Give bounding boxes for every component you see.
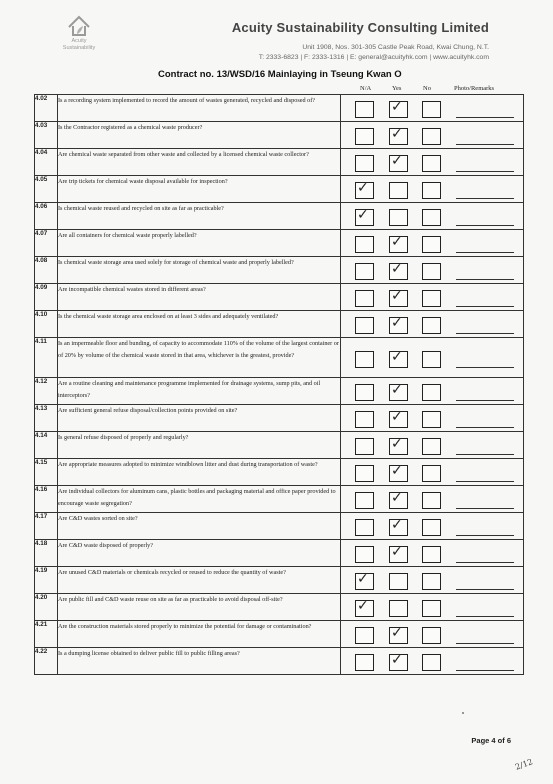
checkmark-icon: ✓ xyxy=(391,234,403,250)
checkbox-n-a[interactable] xyxy=(355,209,374,226)
item-number: 4.03 xyxy=(35,122,58,149)
checkbox-n-a[interactable] xyxy=(355,492,374,509)
checkmark-icon: ✓ xyxy=(391,436,403,452)
checkmark-icon: ✓ xyxy=(391,409,403,425)
remarks-line[interactable] xyxy=(456,144,514,145)
item-number: 4.02 xyxy=(35,95,58,122)
item-question: Is the Contractor registered as a chemical waste producer? xyxy=(58,122,341,149)
table-row xyxy=(35,540,524,567)
item-question: Are trip tickets for chemical waste disposal available for inspection? xyxy=(58,176,341,203)
item-number: 4.10 xyxy=(35,311,58,338)
handwritten-note: 2/12 xyxy=(514,757,534,772)
checkbox-n-a[interactable] xyxy=(355,290,374,307)
checkbox-yes[interactable] xyxy=(389,101,408,118)
remarks-line[interactable] xyxy=(456,562,514,563)
table-row xyxy=(35,95,524,122)
checkbox-n-a[interactable] xyxy=(355,128,374,145)
checkmark-icon: ✓ xyxy=(391,652,403,668)
item-question: Are sufficient general refuse disposal/collection points provided on site? xyxy=(58,405,341,432)
page-number: Page 4 of 6 xyxy=(471,736,511,745)
remarks-line[interactable] xyxy=(456,198,514,199)
checkbox-n-a[interactable] xyxy=(355,573,374,590)
item-number: 4.20 xyxy=(35,594,58,621)
checkbox-yes[interactable] xyxy=(389,384,408,401)
col-header-no: No xyxy=(423,85,431,92)
checkmark-icon: ✓ xyxy=(357,180,369,196)
item-question: Is chemical waste reused and recycled on site as far as practicable? xyxy=(58,203,341,230)
checkbox-yes[interactable] xyxy=(389,627,408,644)
checkbox-no[interactable] xyxy=(422,654,441,671)
remarks-line[interactable] xyxy=(456,616,514,617)
item-number: 4.15 xyxy=(35,459,58,486)
item-question: Is the chemical waste storage area enclosed on at least 3 sides and adequately ventilated? xyxy=(58,311,341,338)
answer-cell xyxy=(341,378,524,405)
checkbox-no[interactable] xyxy=(422,155,441,172)
checkbox-no[interactable] xyxy=(422,384,441,401)
checkmark-icon: ✓ xyxy=(391,517,403,533)
checkbox-n-a[interactable] xyxy=(355,411,374,428)
checkbox-n-a[interactable] xyxy=(355,236,374,253)
answer-cell xyxy=(341,486,524,513)
checkbox-n-a[interactable] xyxy=(355,317,374,334)
checkbox-no[interactable] xyxy=(422,182,441,199)
item-number: 4.11 xyxy=(35,338,58,378)
checkbox-yes[interactable] xyxy=(389,290,408,307)
checkbox-n-a[interactable] xyxy=(355,182,374,199)
table-row xyxy=(35,149,524,176)
table-row xyxy=(35,648,524,675)
item-number: 4.06 xyxy=(35,203,58,230)
checkbox-n-a[interactable] xyxy=(355,600,374,617)
checkmark-icon: ✓ xyxy=(357,571,369,587)
item-question: Is chemical waste storage area used solely for storage of chemical waste and properly labelled? xyxy=(58,257,341,284)
checkbox-no[interactable] xyxy=(422,546,441,563)
remarks-line[interactable] xyxy=(456,670,514,671)
answer-cell xyxy=(341,122,524,149)
answer-cell xyxy=(341,594,524,621)
checkbox-no[interactable] xyxy=(422,573,441,590)
item-number: 4.16 xyxy=(35,486,58,513)
remarks-line[interactable] xyxy=(456,535,514,536)
checkmark-icon: ✓ xyxy=(357,207,369,223)
checkbox-yes[interactable] xyxy=(389,209,408,226)
answer-cell xyxy=(341,203,524,230)
remarks-line[interactable] xyxy=(456,367,514,368)
checkmark-icon: ✓ xyxy=(391,544,403,560)
col-header-na: N/A xyxy=(360,85,372,92)
table-row xyxy=(35,405,524,432)
answer-cell xyxy=(341,567,524,594)
checkbox-n-a[interactable] xyxy=(355,351,374,368)
remarks-line[interactable] xyxy=(456,252,514,253)
company-address xyxy=(259,43,489,63)
checkbox-no[interactable] xyxy=(422,627,441,644)
table-row xyxy=(35,203,524,230)
item-question: Are appropriate measures adopted to minimize windblown litter and dust during transportation of waste? xyxy=(58,459,341,486)
checkbox-no[interactable] xyxy=(422,519,441,536)
checkbox-yes[interactable] xyxy=(389,492,408,509)
checklist-table xyxy=(34,94,524,675)
answer-cell xyxy=(341,513,524,540)
item-number: 4.13 xyxy=(35,405,58,432)
item-question: Is a recording system implemented to record the amount of wastes generated, recycled and disposed of? xyxy=(58,95,341,122)
item-question: Are individual collectors for aluminum cans, plastic bottles and packaging material and office paper provided to encourage waste segregation? xyxy=(58,486,341,513)
address-line: Unit 1908, Nos. 301-305 Castle Peak Road, Kwai Chung, N.T. xyxy=(302,44,489,51)
table-row xyxy=(35,230,524,257)
checkbox-no[interactable] xyxy=(422,290,441,307)
checkmark-icon: ✓ xyxy=(357,598,369,614)
checkbox-yes[interactable] xyxy=(389,155,408,172)
checkmark-icon: ✓ xyxy=(391,463,403,479)
checkbox-no[interactable] xyxy=(422,263,441,280)
item-question: Are C&D wastes sorted on site? xyxy=(58,513,341,540)
speck xyxy=(462,712,464,714)
item-number: 4.18 xyxy=(35,540,58,567)
answer-cell xyxy=(341,149,524,176)
remarks-line[interactable] xyxy=(456,481,514,482)
remarks-line[interactable] xyxy=(456,454,514,455)
logo-text-2: Sustainability xyxy=(62,45,96,51)
answer-cell xyxy=(341,540,524,567)
item-question: Are a routine cleaning and maintenance programme implemented for drainage systems, sump pits, and oil interceptors? xyxy=(58,378,341,405)
item-number: 4.09 xyxy=(35,284,58,311)
item-number: 4.04 xyxy=(35,149,58,176)
checkmark-icon: ✓ xyxy=(391,153,403,169)
checkbox-yes[interactable] xyxy=(389,546,408,563)
table-row xyxy=(35,311,524,338)
remarks-line[interactable] xyxy=(456,171,514,172)
checkbox-n-a[interactable] xyxy=(355,438,374,455)
item-question: Is a dumping license obtained to deliver public fill to public filling areas? xyxy=(58,648,341,675)
table-row xyxy=(35,338,524,378)
table-row xyxy=(35,594,524,621)
checkmark-icon: ✓ xyxy=(391,490,403,506)
item-question: Are public fill and C&D waste reuse on site as far as practicable to avoid disposal off-site? xyxy=(58,594,341,621)
checkbox-yes[interactable] xyxy=(389,128,408,145)
item-question: Is general refuse disposed of properly and regularly? xyxy=(58,432,341,459)
item-question: Is an impermeable floor and bunding, of capacity to accommodate 110% of the volume of the largest container or of 20% by volume of the chemical waste stored in that area, whichever is the greatest, provide? xyxy=(58,338,341,378)
col-header-remarks: Photo/Remarks xyxy=(454,85,495,92)
checkmark-icon: ✓ xyxy=(391,382,403,398)
remarks-line[interactable] xyxy=(456,400,514,401)
checkbox-n-a[interactable] xyxy=(355,654,374,671)
checkbox-yes[interactable] xyxy=(389,348,408,368)
checkbox-n-a[interactable] xyxy=(355,627,374,644)
checkbox-no[interactable] xyxy=(422,351,441,368)
item-number: 4.07 xyxy=(35,230,58,257)
item-number: 4.22 xyxy=(35,648,58,675)
checkbox-n-a[interactable] xyxy=(355,384,374,401)
checkbox-n-a[interactable] xyxy=(355,101,374,118)
answer-cell xyxy=(341,621,524,648)
answer-cell xyxy=(341,648,524,675)
checkbox-n-a[interactable] xyxy=(355,155,374,172)
item-number: 4.17 xyxy=(35,513,58,540)
house-leaf-icon xyxy=(66,14,92,38)
checkbox-no[interactable] xyxy=(422,236,441,253)
checkbox-yes[interactable] xyxy=(389,411,408,428)
checkmark-icon: ✓ xyxy=(391,261,403,277)
answer-cell xyxy=(341,432,524,459)
checkmark-icon: ✓ xyxy=(391,288,403,304)
checkmark-icon: ✓ xyxy=(391,348,403,365)
checkbox-no[interactable] xyxy=(422,438,441,455)
item-question: Are unused C&D materials or chemicals recycled or reused to reduce the quantity of waste? xyxy=(58,567,341,594)
checkbox-no[interactable] xyxy=(422,492,441,509)
remarks-line[interactable] xyxy=(456,427,514,428)
answer-cell xyxy=(341,459,524,486)
contact-line: T: 2333-6823 | F: 2333-1316 | E: general@acuityhk.com | www.acuityhk.com xyxy=(258,54,489,61)
answer-cell xyxy=(341,311,524,338)
item-question: Are chemical waste separated from other waste and collected by a licensed chemical waste collector? xyxy=(58,149,341,176)
table-row xyxy=(35,378,524,405)
checkmark-icon: ✓ xyxy=(391,126,403,142)
checkbox-n-a[interactable] xyxy=(355,263,374,280)
table-row xyxy=(35,284,524,311)
checkbox-yes[interactable] xyxy=(389,236,408,253)
item-number: 4.08 xyxy=(35,257,58,284)
company-logo xyxy=(44,14,114,66)
table-row xyxy=(35,176,524,203)
table-row xyxy=(35,621,524,648)
col-header-yes: Yes xyxy=(392,85,402,92)
remarks-line[interactable] xyxy=(456,589,514,590)
checkbox-no[interactable] xyxy=(422,101,441,118)
checkmark-icon: ✓ xyxy=(391,99,403,115)
checkbox-yes[interactable] xyxy=(389,573,408,590)
answer-cell xyxy=(341,176,524,203)
item-number: 4.14 xyxy=(35,432,58,459)
item-number: 4.12 xyxy=(35,378,58,405)
table-row xyxy=(35,432,524,459)
logo-text-1: Acuity xyxy=(71,38,87,44)
table-row xyxy=(35,567,524,594)
answer-cell xyxy=(341,95,524,122)
answer-cell xyxy=(341,284,524,311)
checkbox-yes[interactable] xyxy=(389,600,408,617)
remarks-line[interactable] xyxy=(456,225,514,226)
checkbox-no[interactable] xyxy=(422,411,441,428)
table-row xyxy=(35,257,524,284)
checkbox-n-a[interactable] xyxy=(355,546,374,563)
remarks-line[interactable] xyxy=(456,643,514,644)
table-row xyxy=(35,513,524,540)
remarks-line[interactable] xyxy=(456,508,514,509)
checkbox-no[interactable] xyxy=(422,128,441,145)
checkbox-yes[interactable] xyxy=(389,263,408,280)
remarks-line[interactable] xyxy=(456,333,514,334)
checkbox-yes[interactable] xyxy=(389,317,408,334)
table-row xyxy=(35,459,524,486)
checkbox-yes[interactable] xyxy=(389,519,408,536)
item-question: Are incompatible chemical wastes stored in different areas? xyxy=(58,284,341,311)
checkmark-icon: ✓ xyxy=(391,315,403,331)
checkbox-no[interactable] xyxy=(422,209,441,226)
remarks-line[interactable] xyxy=(456,279,514,280)
checkbox-yes[interactable] xyxy=(389,654,408,671)
checkbox-no[interactable] xyxy=(422,317,441,334)
item-question: Are C&D waste disposed of properly? xyxy=(58,540,341,567)
item-question: Are the construction materials stored properly to minimize the potential for damage or contamination? xyxy=(58,621,341,648)
checkbox-n-a[interactable] xyxy=(355,465,374,482)
item-number: 4.19 xyxy=(35,567,58,594)
company-name: Acuity Sustainability Consulting Limited xyxy=(231,20,489,35)
checkbox-n-a[interactable] xyxy=(355,519,374,536)
remarks-line[interactable] xyxy=(456,117,514,118)
answer-cell xyxy=(341,257,524,284)
table-row xyxy=(35,486,524,513)
table-row xyxy=(35,122,524,149)
answer-cell xyxy=(341,338,524,378)
checkbox-no[interactable] xyxy=(422,465,441,482)
item-number: 4.21 xyxy=(35,621,58,648)
checkbox-yes[interactable] xyxy=(389,465,408,482)
checkbox-yes[interactable] xyxy=(389,438,408,455)
contract-title: Contract no. 13/WSD/16 Mainlaying in Tseung Kwan O xyxy=(158,69,402,80)
checkbox-no[interactable] xyxy=(422,600,441,617)
checkmark-icon: ✓ xyxy=(391,625,403,641)
item-number: 4.05 xyxy=(35,176,58,203)
checkbox-yes[interactable] xyxy=(389,182,408,199)
remarks-line[interactable] xyxy=(456,306,514,307)
answer-cell xyxy=(341,405,524,432)
item-question: Are all containers for chemical waste properly labelled? xyxy=(58,230,341,257)
answer-cell xyxy=(341,230,524,257)
